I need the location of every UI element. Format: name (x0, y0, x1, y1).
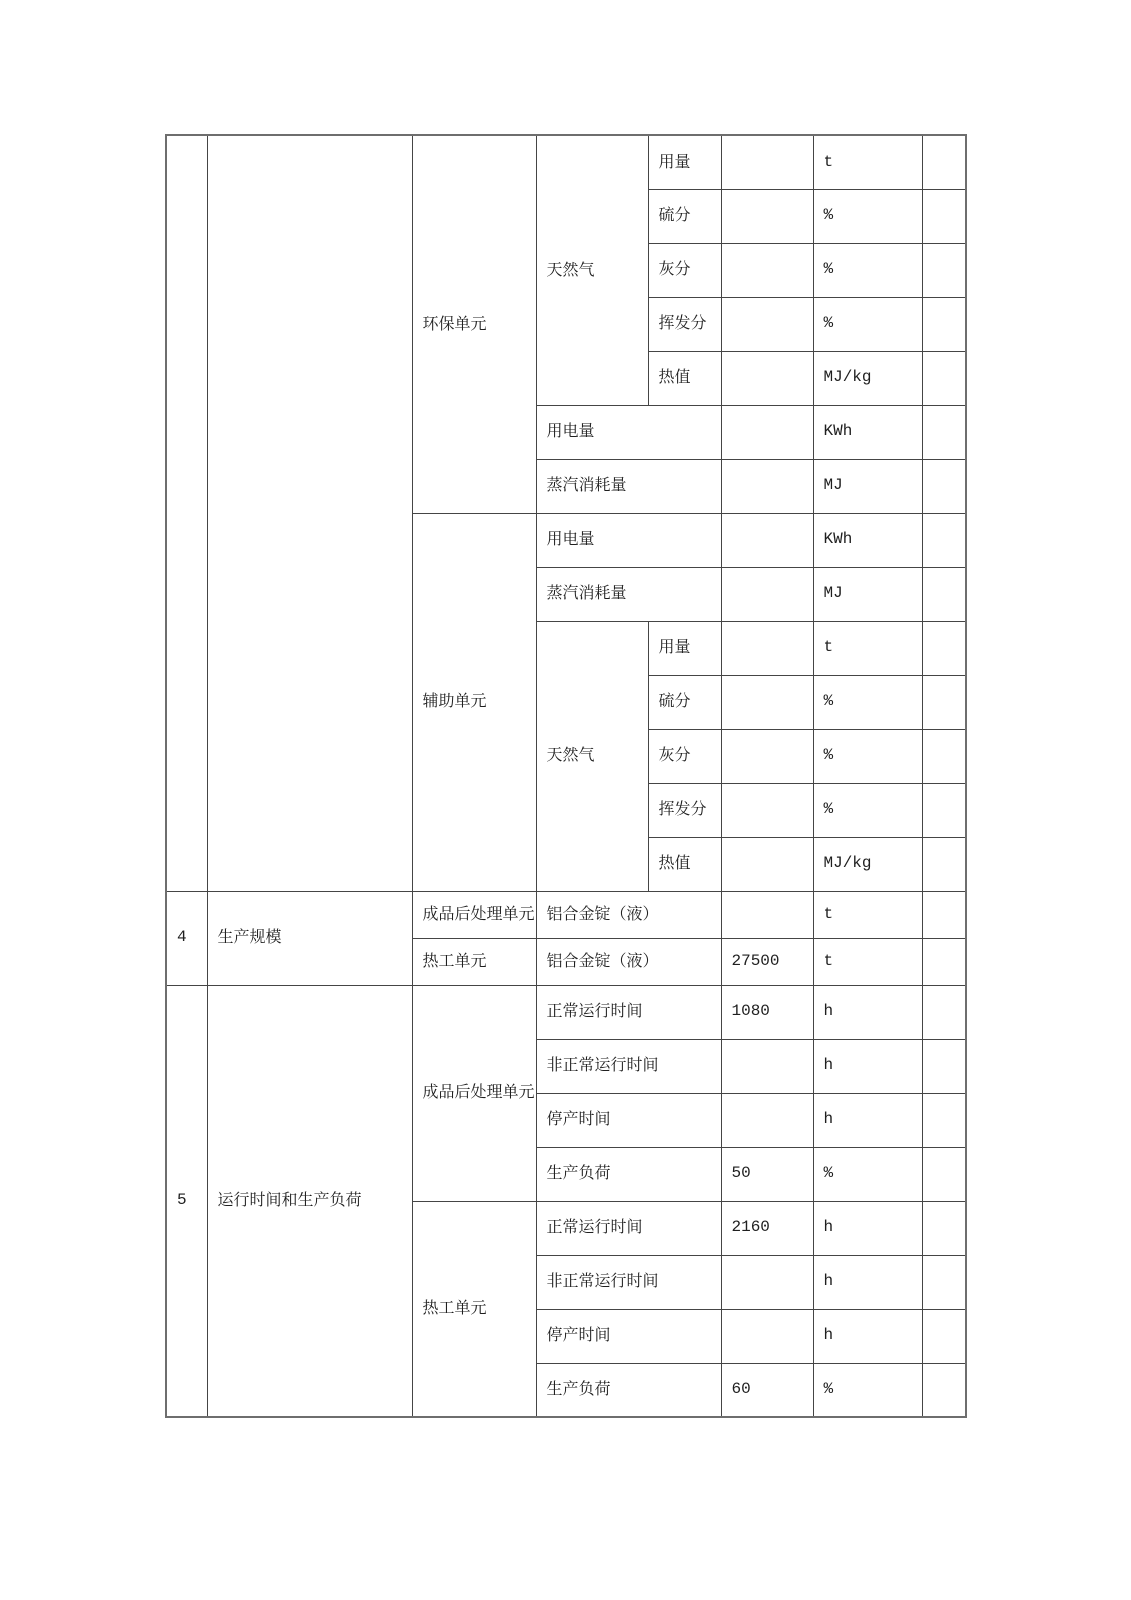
cell-unit: h (813, 985, 922, 1039)
cell-unit: MJ/kg (813, 351, 922, 405)
cell-item: 停产时间 (536, 1093, 721, 1147)
cell-item: 生产负荷 (536, 1363, 721, 1417)
table-row (166, 135, 966, 189)
cell-remark (922, 621, 966, 675)
cell-item: 铝合金锭（液） (536, 938, 721, 985)
cell-subitem: 挥发分 (648, 783, 721, 837)
cell-remark (922, 459, 966, 513)
cell-unit: % (813, 783, 922, 837)
cell-seq-number (166, 135, 207, 891)
cell-subitem: 用量 (648, 621, 721, 675)
cell-unit: % (813, 1363, 922, 1417)
cell-remark (922, 1255, 966, 1309)
cell-process-unit: 热工单元 (412, 1201, 536, 1417)
cell-value (721, 621, 813, 675)
cell-item: 天然气 (536, 621, 648, 891)
cell-remark (922, 1201, 966, 1255)
cell-value (721, 1093, 813, 1147)
cell-unit: t (813, 891, 922, 938)
cell-process-unit: 环保单元 (412, 135, 536, 513)
cell-unit: t (813, 938, 922, 985)
cell-remark (922, 513, 966, 567)
cell-remark (922, 891, 966, 938)
cell-value (721, 729, 813, 783)
cell-seq-number: 5 (166, 985, 207, 1417)
cell-remark (922, 243, 966, 297)
cell-remark (922, 938, 966, 985)
cell-unit: % (813, 189, 922, 243)
cell-remark (922, 405, 966, 459)
cell-item: 非正常运行时间 (536, 1255, 721, 1309)
cell-unit: % (813, 297, 922, 351)
cell-item: 正常运行时间 (536, 1201, 721, 1255)
cell-value (721, 783, 813, 837)
cell-unit: % (813, 729, 922, 783)
cell-remark (922, 1363, 966, 1417)
cell-remark (922, 135, 966, 189)
cell-subitem: 灰分 (648, 729, 721, 783)
cell-value (721, 1309, 813, 1363)
cell-value: 1080 (721, 985, 813, 1039)
cell-value (721, 297, 813, 351)
cell-subitem: 用量 (648, 135, 721, 189)
cell-subitem: 热值 (648, 837, 721, 891)
cell-unit: % (813, 243, 922, 297)
cell-item: 用电量 (536, 405, 721, 459)
cell-remark (922, 729, 966, 783)
cell-category: 运行时间和生产负荷 (207, 985, 412, 1417)
cell-value (721, 675, 813, 729)
cell-process-unit: 成品后处理单元 (412, 985, 536, 1201)
cell-unit: h (813, 1201, 922, 1255)
cell-value: 50 (721, 1147, 813, 1201)
cell-remark (922, 1309, 966, 1363)
cell-unit: MJ/kg (813, 837, 922, 891)
cell-unit: h (813, 1255, 922, 1309)
cell-seq-number: 4 (166, 891, 207, 985)
cell-remark (922, 1147, 966, 1201)
cell-subitem: 挥发分 (648, 297, 721, 351)
cell-unit: t (813, 135, 922, 189)
cell-item: 用电量 (536, 513, 721, 567)
cell-item: 正常运行时间 (536, 985, 721, 1039)
cell-value (721, 837, 813, 891)
cell-process-unit: 热工单元 (412, 938, 536, 985)
cell-value (721, 513, 813, 567)
cell-unit: MJ (813, 459, 922, 513)
cell-unit: h (813, 1309, 922, 1363)
cell-value (721, 189, 813, 243)
cell-subitem: 硫分 (648, 675, 721, 729)
cell-remark (922, 837, 966, 891)
cell-subitem: 硫分 (648, 189, 721, 243)
cell-item: 停产时间 (536, 1309, 721, 1363)
cell-remark (922, 297, 966, 351)
cell-unit: % (813, 675, 922, 729)
cell-item: 铝合金锭（液） (536, 891, 721, 938)
cell-unit: KWh (813, 405, 922, 459)
cell-unit: t (813, 621, 922, 675)
cell-remark (922, 351, 966, 405)
cell-item: 蒸汽消耗量 (536, 567, 721, 621)
cell-value (721, 405, 813, 459)
cell-process-unit: 辅助单元 (412, 513, 536, 891)
cell-value (721, 1255, 813, 1309)
cell-value (721, 459, 813, 513)
cell-remark (922, 189, 966, 243)
cell-unit: MJ (813, 567, 922, 621)
cell-remark (922, 1039, 966, 1093)
cell-category (207, 135, 412, 891)
cell-item: 生产负荷 (536, 1147, 721, 1201)
cell-process-unit: 成品后处理单元 (412, 891, 536, 938)
cell-remark (922, 567, 966, 621)
cell-remark (922, 1093, 966, 1147)
table-row (166, 891, 966, 938)
cell-item: 天然气 (536, 135, 648, 405)
table-row (166, 985, 966, 1039)
cell-value (721, 243, 813, 297)
cell-unit: h (813, 1093, 922, 1147)
cell-value (721, 135, 813, 189)
cell-remark (922, 675, 966, 729)
cell-unit: h (813, 1039, 922, 1093)
cell-remark (922, 985, 966, 1039)
cell-subitem: 灰分 (648, 243, 721, 297)
cell-category: 生产规模 (207, 891, 412, 985)
cell-item: 蒸汽消耗量 (536, 459, 721, 513)
cell-value: 60 (721, 1363, 813, 1417)
cell-remark (922, 783, 966, 837)
cell-value: 2160 (721, 1201, 813, 1255)
cell-item: 非正常运行时间 (536, 1039, 721, 1093)
cell-value (721, 567, 813, 621)
cell-unit: % (813, 1147, 922, 1201)
cell-unit: KWh (813, 513, 922, 567)
cell-value: 27500 (721, 938, 813, 985)
cell-value (721, 891, 813, 938)
cell-value (721, 1039, 813, 1093)
cell-subitem: 热值 (648, 351, 721, 405)
cell-value (721, 351, 813, 405)
spec-table (165, 134, 967, 1418)
